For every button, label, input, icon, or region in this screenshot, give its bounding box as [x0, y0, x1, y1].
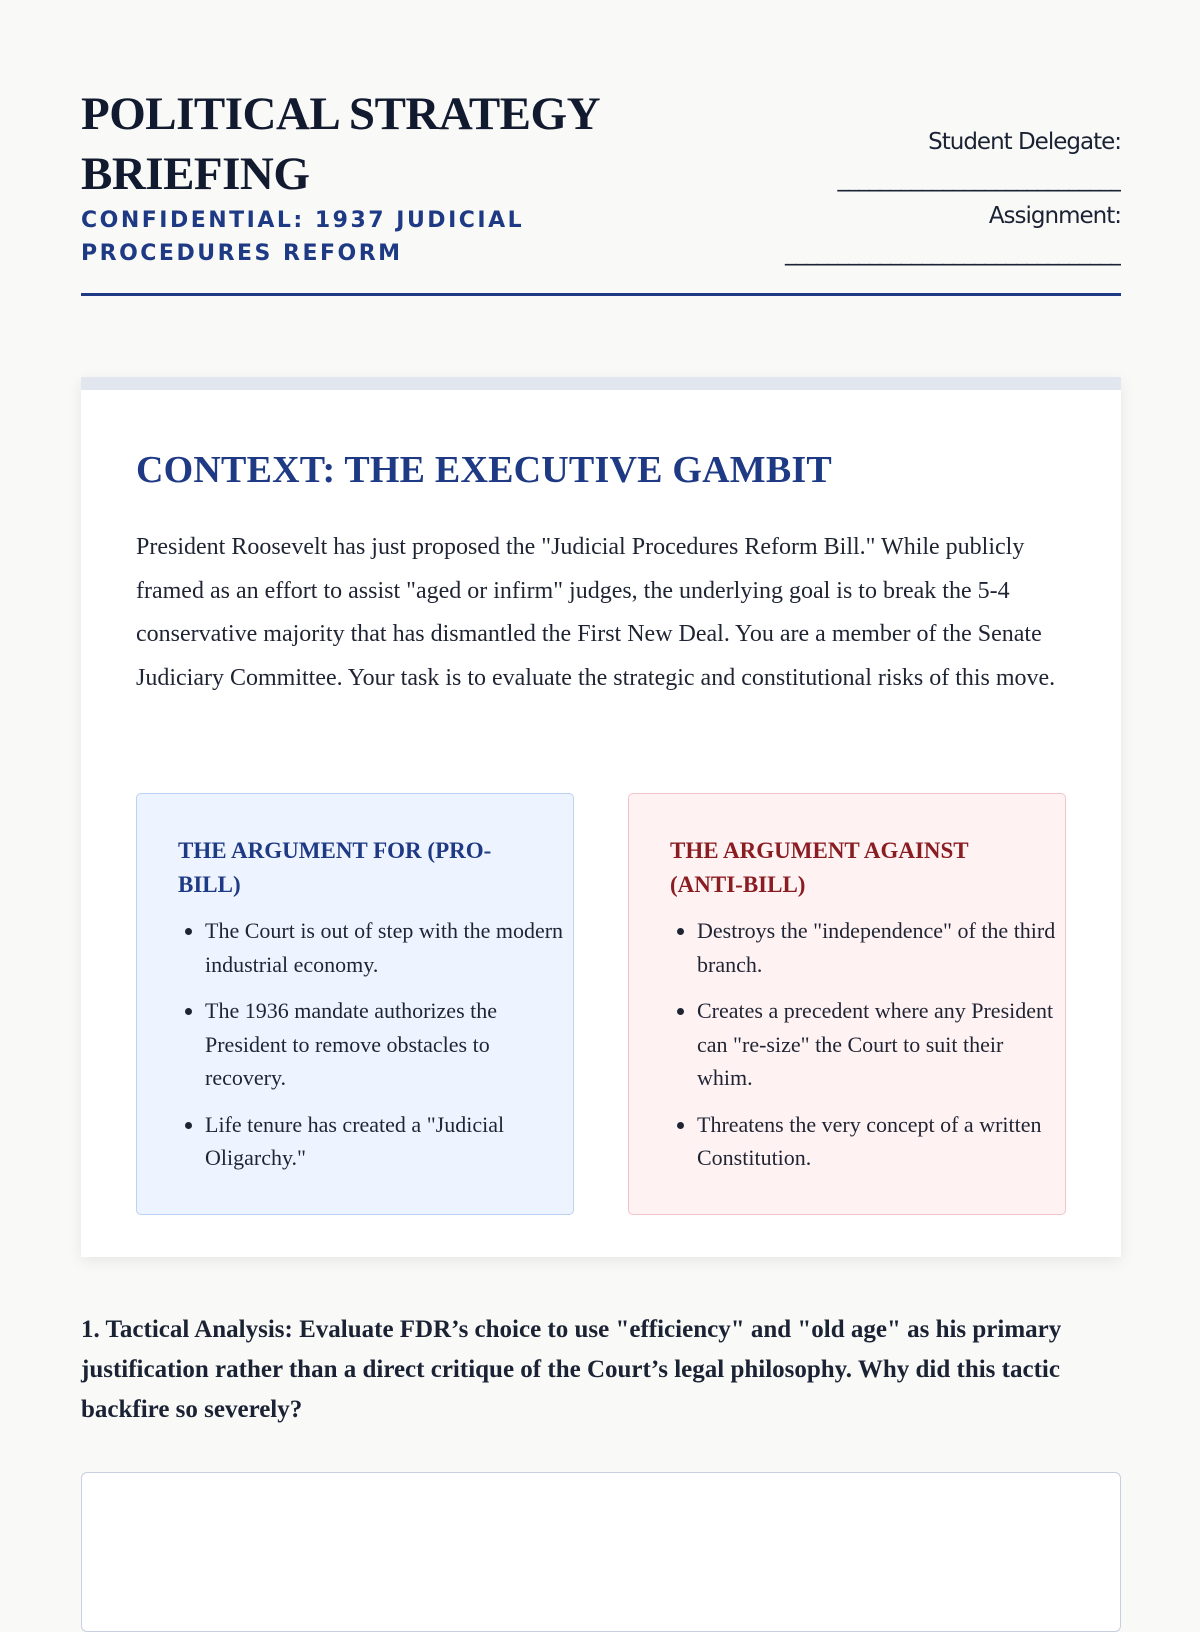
argument-against-title: THE ARGUMENT AGAINST (ANTI-BILL) [670, 838, 969, 897]
delegate-label: Student Delegate: [928, 129, 1121, 155]
list-item: • Threatens the very concept of a written Constitution. [697, 1108, 1057, 1175]
assignment-label: Assignment: [988, 203, 1121, 229]
context-body: President Roosevelt has just proposed the "Judicial Procedures Reform Bill." While publicly framed as an effort to assist "aged or infirm" judges, the underlying goal is to break the 5-4 conservative majority that has dismantled the First New Deal. You are a member of the Senate Judiciary Committee. Your task is to evaluate the strategic and constitutional risks of this move. [136, 534, 1056, 691]
argument-against-box [628, 793, 1066, 1215]
list-item: • Destroys the "independence" of the third branch. [697, 914, 1057, 981]
context-card [81, 377, 1121, 1257]
question-1-prompt: 1. Tactical Analysis: Evaluate FDR’s choice to use "efficiency" and "old age" as his primary justification rather than a direct critique of the Court’s legal philosophy. Why did this tactic backfire so severely? [81, 1316, 1062, 1423]
context-title: CONTEXT: THE EXECUTIVE GAMBIT [136, 449, 832, 491]
argument-against-list [670, 914, 1057, 1188]
list-item: • The 1936 mandate authorizes the President to remove obstacles to recovery. [205, 994, 565, 1095]
student-info [681, 124, 1121, 272]
document-header [81, 80, 1121, 296]
argument-for-title: THE ARGUMENT FOR (PRO-BILL) [178, 838, 492, 897]
argument-for-box [136, 793, 574, 1215]
document-subtitle: CONFIDENTIAL: 1937 JUDICIAL PROCEDURES REFORM [81, 208, 525, 266]
list-item: • The Court is out of step with the modern industrial economy. [205, 914, 565, 981]
delegate-blank[interactable]: ___________________________ [837, 166, 1121, 192]
assignment-blank[interactable]: ________________________________ [785, 240, 1121, 266]
question-1-answer-box[interactable] [81, 1472, 1121, 1632]
list-item: • Life tenure has created a "Judicial Oligarchy." [205, 1108, 565, 1175]
list-item: • Creates a precedent where any President can "re-size" the Court to suit their whim. [697, 994, 1057, 1095]
argument-for-list [178, 914, 565, 1188]
document-title: POLITICAL STRATEGY BRIEFING [81, 88, 599, 200]
